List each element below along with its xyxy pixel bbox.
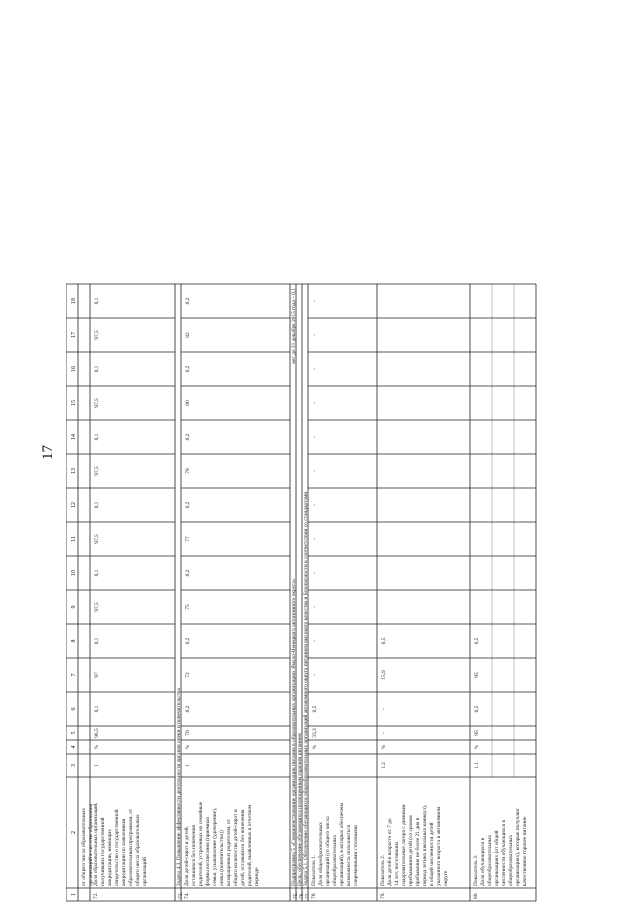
column-header: 7 <box>71 673 77 677</box>
value-cell: 70 <box>185 730 191 736</box>
row-number: 72. <box>93 892 99 899</box>
column-header: 16 <box>71 366 77 372</box>
value-cell: 0,5 <box>312 705 318 713</box>
value-cell: - <box>312 368 318 370</box>
indicator-text: опека (попечительство)) <box>219 830 225 886</box>
column-header: 8 <box>71 639 77 643</box>
section-heading: Цель: обеспечение обучающихся полноценным горячим питанием <box>297 733 303 886</box>
indicator-text: родителей, устроенных на семейные <box>198 801 204 886</box>
indicator-text: пребывания не более 21 дня в <box>415 817 421 886</box>
indicator-text: в общей численности детей <box>429 822 435 886</box>
column-header: 12 <box>71 502 77 508</box>
row-number: 75. <box>293 892 299 899</box>
value-cell: 97,5 <box>94 398 100 408</box>
value-cell: 1.1 <box>474 762 480 769</box>
column-header: 9 <box>71 605 77 609</box>
indicator-text: получивших государственной <box>100 817 106 886</box>
column-header: 14 <box>71 434 77 440</box>
indicator-text: Доля общеобразовательных <box>318 822 324 886</box>
value-cell: 97,5 <box>94 330 100 340</box>
indicator-text: организаций <box>142 857 148 886</box>
value-cell: 97,5 <box>94 466 100 476</box>
indicator-text: общеобразовательных <box>487 834 493 886</box>
section-heading: Задача 5.1. Обеспечение обучающихся общеобразовательных организаций автономного округа питанием высокого качества и безопасности в соответствии со стандартами <box>303 491 309 886</box>
value-cell: 1 <box>94 764 100 767</box>
indicator-text: организаций в системе образования <box>88 803 94 886</box>
value-cell: 0,1 <box>94 705 100 713</box>
value-cell: 0,5 <box>474 705 480 713</box>
column-header: 3 <box>71 764 77 767</box>
value-cell: 97 <box>94 672 100 678</box>
value-cell: % <box>381 744 387 750</box>
indicator-text: общеобразовательных <box>332 834 338 886</box>
value-cell: 33,3 <box>312 728 318 738</box>
value-cell: - <box>312 538 318 540</box>
indicator-text: Доля детей в возрасте от 7 до <box>387 818 393 886</box>
indicator-text: свидетельство о государственной <box>114 809 120 886</box>
indicator-text: общего количества детей-сирот и <box>233 809 239 886</box>
value-cell: 0,2 <box>185 365 191 373</box>
indicator-text: качественное горячее питание <box>522 816 528 886</box>
value-cell: 0,2 <box>185 705 191 713</box>
value-cell: 0,2 <box>185 297 191 305</box>
value-cell: 95 <box>474 730 480 736</box>
indicator-text: общеобразовательных <box>508 834 514 886</box>
indicator-text: периоде <box>254 867 260 886</box>
value-cell: - <box>312 572 318 574</box>
column-header: 4 <box>71 745 77 749</box>
column-header: 5 <box>71 731 77 735</box>
value-cell: 0,1 <box>94 297 100 305</box>
value-cell: 0,2 <box>185 501 191 509</box>
column-header: 10 <box>71 570 77 576</box>
value-cell: 82 <box>185 332 191 338</box>
value-cell: 95 <box>474 672 480 678</box>
indicator-text: возвращенных родителям, от <box>226 819 232 886</box>
indicator-text: аккредитации, имеющих <box>107 829 113 886</box>
indicator-text: численности обучающихся в <box>501 819 507 886</box>
indicator-text: аккредитации по заявленным <box>121 818 127 886</box>
section-heading: Подпрограмма 5 «Совершенствование организации питания в образовательных организациях Ямало-Ненецкого автономного округа» <box>291 578 297 886</box>
indicator-text: Доля образовательных организаций, <box>93 802 99 886</box>
indicator-text: 14 лет, посетивших <box>394 841 400 886</box>
indicator-text: оздоровительные лагеря с дневным <box>401 804 407 886</box>
indicator-text: Доля детей-сирот и детей, <box>184 825 190 886</box>
indicator-text: родителей, выявленных в отчетном <box>247 804 253 886</box>
column-header: 11 <box>71 536 77 542</box>
weight-note: вес до 31 декабря 2015 года – 0,1 <box>291 288 297 364</box>
value-cell: - <box>312 436 318 438</box>
value-cell: - <box>312 402 318 404</box>
indicator-text: возможность пользоваться <box>346 824 352 886</box>
value-cell: 0,1 <box>94 569 100 577</box>
value-cell: - <box>312 334 318 336</box>
value-cell: 0,2 <box>185 637 191 645</box>
value-cell: % <box>185 744 191 750</box>
row-number: 77. <box>305 892 311 899</box>
value-cell: 80 <box>185 400 191 406</box>
value-cell: - <box>312 640 318 642</box>
value-cell: - <box>312 674 318 676</box>
row-number: 74. <box>184 892 190 899</box>
value-cell: - <box>312 504 318 506</box>
indicator-text: Показатель 2. <box>380 854 386 886</box>
page-number: 17 <box>40 445 56 460</box>
indicator-text: современными столовыми <box>353 825 359 886</box>
column-header: 2 <box>71 831 77 834</box>
row-number: 79. <box>380 892 386 899</box>
value-cell: - <box>381 708 387 710</box>
value-cell: 72 <box>185 672 191 678</box>
indicator-text: от общего числа образовательных <box>81 808 87 886</box>
indicator-text: Доля обучающихся в <box>480 837 486 886</box>
value-cell: 75 <box>185 604 191 610</box>
value-cell: % <box>474 744 480 750</box>
value-cell: 1.2 <box>381 762 387 769</box>
indicator-text: Показатель 1. <box>311 854 317 886</box>
value-cell: % <box>312 744 318 750</box>
column-header: 15 <box>71 400 77 406</box>
value-cell: 0,1 <box>94 501 100 509</box>
value-cell: 0,2 <box>185 433 191 441</box>
column-header: 17 <box>71 332 77 338</box>
indicator-text: Показатель 3. <box>473 854 479 886</box>
value-cell: 0,5 <box>381 637 387 645</box>
value-cell: 0,1 <box>94 433 100 441</box>
indicator-text: оставшихся без попечения <box>191 824 197 886</box>
value-cell: - <box>312 300 318 302</box>
row-number: 76. <box>299 892 305 899</box>
indicator-text: детей, оставшихся без попечения <box>240 809 246 886</box>
indicator-text: организациях (от общей <box>494 830 500 886</box>
indicator-text: образовательным программам, от <box>128 808 134 886</box>
value-cell: 0,1 <box>94 637 100 645</box>
indicator-text: период летних школьных каникул), <box>422 804 428 886</box>
value-cell: - <box>312 606 318 608</box>
value-cell: 1 <box>185 764 191 767</box>
indicator-text: общего числа образовательных <box>135 814 141 886</box>
value-cell: 97,5 <box>94 602 100 612</box>
row-number: 80. <box>473 892 479 899</box>
indicator-text: организаций (от общего числа <box>325 816 331 886</box>
value-cell: 77 <box>185 536 191 542</box>
value-cell: 0,5 <box>474 637 480 645</box>
indicator-text: указанного возраста в автономном <box>436 806 442 886</box>
indicator-text: округе <box>443 870 449 886</box>
value-cell: - <box>312 470 318 472</box>
indicator-text: семья, усыновление (удочерение), <box>212 807 218 886</box>
value-cell: 96,5 <box>94 728 100 738</box>
column-header: 1 <box>71 893 77 896</box>
value-cell: 78 <box>185 468 191 474</box>
indicator-text: формы воспитания (приемная <box>205 817 211 886</box>
column-header: 6 <box>71 707 77 711</box>
value-cell: 0,1 <box>94 365 100 373</box>
value-cell: 97,5 <box>94 534 100 544</box>
data-table <box>66 0 629 905</box>
value-cell: - <box>381 732 387 734</box>
section-heading: Задача 4.3. Повышение эффективности деятельности органов опеки и попечительства <box>176 688 182 886</box>
row-number: 73. <box>178 892 184 899</box>
indicator-text: пребыванием детей (со сроком <box>408 815 414 886</box>
value-cell: 0,2 <box>185 569 191 577</box>
value-cell: % <box>94 744 100 750</box>
column-header: 18 <box>71 298 77 304</box>
row-number: 78. <box>311 892 317 899</box>
value-cell: 15,9 <box>381 670 387 680</box>
indicator-text: организациях), которые получают <box>515 807 521 886</box>
column-header: 13 <box>71 468 77 474</box>
indicator-text: организаций), в которых обеспечена <box>339 802 345 886</box>
